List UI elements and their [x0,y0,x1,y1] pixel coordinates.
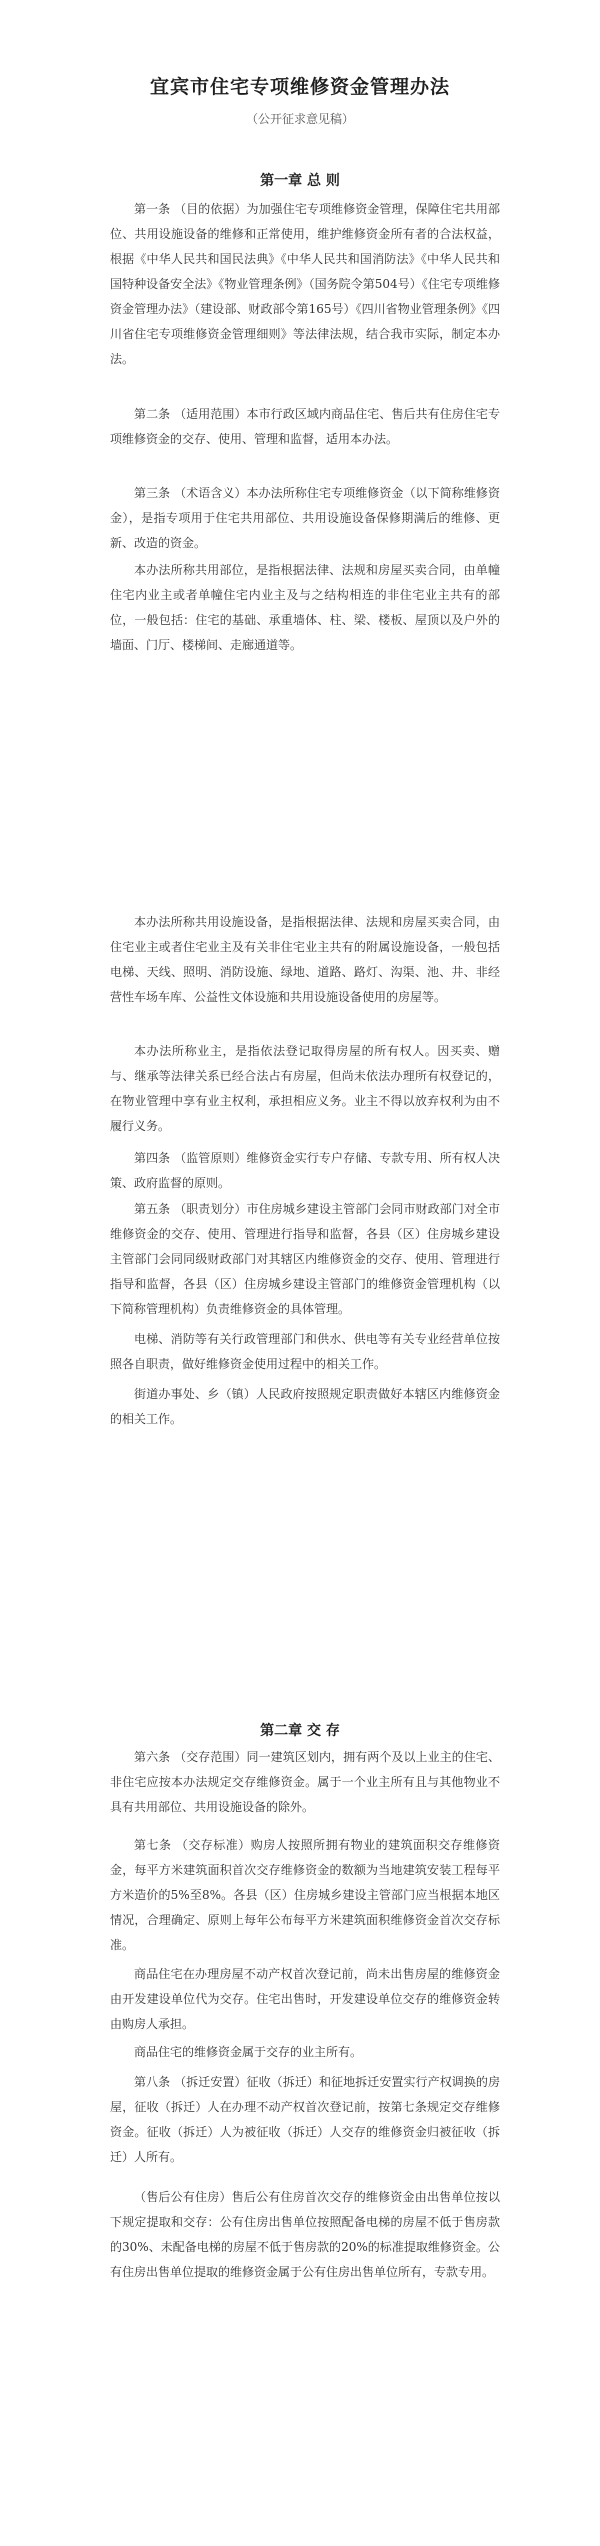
common-facilities-paragraph: 本办法所称共用设施设备，是指根据法律、法规和房屋买卖合同，由住宅业主或者住宅业主及有关非住宅业主共有的附属设施设备，一般包括电梯、天线、照明、消防设施、绿地、道路、路灯、沟渠、池、井、非经营性车场车库、公益性文体设施和共用设施设备使用的房屋等。 [110,915,500,1004]
article-8-paragraph: 第八条 （拆迁安置）征收（拆迁）和征地拆迁安置实行产权调换的房屋，征收（拆迁）人在办理不动产权首次登记前，按第七条规定交存维修资金。征收（拆迁）人为被征收（拆迁）人交存的维修资金归被征收（拆迁）人所有。 [110,2075,500,2164]
commercial-housing-paragraph: 商品住宅在办理房屋不动产权首次登记前，尚未出售房屋的维修资金由开发建设单位代为交存。住宅出售时，开发建设单位交存的维修资金转由购房人承担。 [110,1967,500,2031]
owner-definition-paragraph: 本办法所称业主，是指依法登记取得房屋的所有权人。因买卖、赠与、继承等法律关系已经合法占有房屋，但尚未依法办理所有权登记的，在物业管理中享有业主权利，承担相应义务。业主不得以放弃权利为由不履行义务。 [110,1044,500,1133]
article-7-paragraph: 第七条 （交存标准）购房人按照所拥有物业的建筑面积交存维修资金，每平方米建筑面积首次交存维修资金的数额为当地建筑安装工程每平方米造价的5%至8%。各县（区）住房城乡建设主管部门应当根据本地区情况，合理确定、原则上每年公布每平方米建筑面积维修资金首次交存标准。 [110,1838,500,1952]
ownership-paragraph: 商品住宅的维修资金属于交存的业主所有。 [134,2045,363,2059]
article-3-paragraph: 第三条 （术语含义）本办法所称住宅专项维修资金（以下简称维修资金），是指专项用于住宅共用部位、共用设施设备保修期满后的维修、更新、改造的资金。 [110,486,500,550]
related-departments-paragraph: 电梯、消防等有关行政管理部门和供水、供电等有关专业经营单位按照各自职责，做好维修资金使用过程中的相关工作。 [110,1332,500,1371]
article-4-paragraph: 第四条 （监管原则）维修资金实行专户存储、专款专用、所有权人决策、政府监督的原则。 [110,1151,500,1190]
document-title: 宜宾市住宅专项维修资金管理办法 [149,76,450,98]
common-parts-paragraph: 本办法所称共用部位，是指根据法律、法规和房屋买卖合同，由单幢住宅内业主或者单幢住宅内业主及与之结构相连的非住宅业主共有的部位，一般包括：住宅的基础、承重墙体、柱、梁、楼板、屋顶以及户外的墙面、门厅、楼梯间、走廊通道等。 [110,563,500,652]
chapter-2-heading: 第二章 交 存 [260,1723,340,1739]
document-subtitle: （公开征求意见稿） [245,112,354,126]
chapter-1-heading: 第一章 总 则 [260,173,340,189]
article-6-paragraph: 第六条 （交存范围）同一建筑区划内，拥有两个及以上业主的住宅、非住宅应按本办法规定交存维修资金。属于一个业主所有且与其他物业不具有共用部位、共用设施设备的除外。 [110,1750,500,1814]
article-5-paragraph: 第五条 （职责划分）市住房城乡建设主管部门会同市财政部门对全市维修资金的交存、使用、管理进行指导和监督，各县（区）住房城乡建设主管部门会同同级财政部门对其辖区内维修资金的交存、使用、管理进行指导和监督，各县（区）住房城乡建设主管部门的维修资金管理机构（以下简称管理机构）负责维修资金的具体管理。 [110,1202,500,1316]
article-2-paragraph: 第二条 （适用范围）本市行政区域内商品住宅、售后共有住房住宅专项维修资金的交存、使用、管理和监督，适用本办法。 [110,407,500,446]
subdistrict-office-paragraph: 街道办事处、乡（镇）人民政府按照规定职责做好本辖区内维修资金的相关工作。 [110,1387,500,1426]
public-housing-paragraph: （售后公有住房）售后公有住房首次交存的维修资金由出售单位按以下规定提取和交存：公有住房出售单位按照配备电梯的房屋不低于售房款的30%、未配备电梯的房屋不低于售房款的20%的标准提取维修资金。公有住房出售单位提取的维修资金属于公有住房出售单位所有，专款专用。 [110,2190,500,2279]
article-1-paragraph: 第一条 （目的依据）为加强住宅专项维修资金管理，保障住宅共用部位、共用设施设备的维修和正常使用，维护维修资金所有者的合法权益，根据《中华人民共和国民法典》《中华人民共和国消防法》《中华人民共和国特种设备安全法》《物业管理条例》（国务院令第504号）《住宅专项维修资金管理办法》（建设部、财政部令第165号）《四川省物业管理条例》《四川省住宅专项维修资金管理细则》等法律法规，结合我市实际，制定本办法。 [110,202,500,366]
